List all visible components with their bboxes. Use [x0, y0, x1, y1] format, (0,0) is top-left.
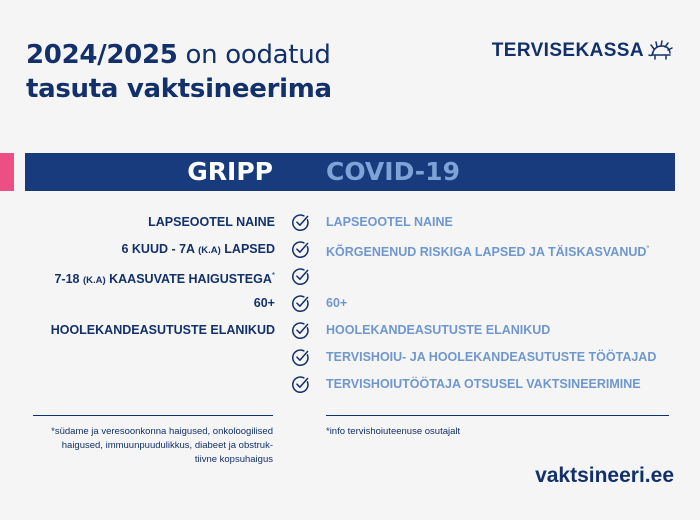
- footnote-divider-right: [326, 415, 669, 416]
- covid-item: TERVISHOIUTÖÖTAJA OTSUSEL VAKTSINEERIMINE: [326, 377, 641, 391]
- list-row: [0, 290, 700, 316]
- gripp-item: LAPSEOOTEL NAINE: [148, 215, 275, 229]
- header-bar: [25, 153, 675, 191]
- check-circle-icon: [291, 267, 310, 286]
- check-circle-icon: [291, 213, 310, 232]
- accent-stripe: [0, 153, 14, 191]
- check-circle-icon: [291, 348, 310, 367]
- covid-item: HOOLEKANDEASUTUSTE ELANIKUD: [326, 323, 551, 337]
- footnote-divider-left: [33, 415, 273, 416]
- gripp-item: 7-18 (K.A) KAASUVATE HAIGUSTEGA*: [54, 271, 275, 287]
- title-line2: tasuta vaktsineerima: [26, 74, 332, 104]
- check-circle-icon: [291, 321, 310, 340]
- header-covid: COVID-19: [326, 157, 460, 186]
- list-row: [0, 317, 700, 343]
- check-circle-icon: [291, 240, 310, 259]
- gripp-item: 6 KUUD - 7A (K.A) LAPSED: [121, 242, 275, 256]
- gripp-item: HOOLEKANDEASUTUSTE ELANIKUD: [50, 323, 275, 337]
- hedgehog-icon: [648, 40, 674, 62]
- header-gripp: GRIPP: [187, 157, 273, 186]
- list-row: [0, 263, 700, 289]
- list-row: [0, 344, 700, 370]
- list-row: [0, 236, 700, 262]
- covid-item: 60+: [326, 296, 348, 310]
- list-row: [0, 209, 700, 235]
- covid-item: KÕRGENENUD RISKIGA LAPSED JA TÄISKASVANUD*: [326, 244, 650, 260]
- website-link[interactable]: vaktsineeri.ee: [535, 464, 674, 487]
- covid-item: LAPSEOOTEL NAINE: [326, 215, 453, 229]
- title-year: 2024/2025: [26, 40, 178, 70]
- page-title: [26, 38, 332, 106]
- footnote-left: *südame ja veresoonkonna haigused, onkoloogilised haigused, immuunpuudulikkus, diabeet ja obstruk- tiivne kopsuhaigus: [51, 426, 273, 465]
- title-line1-rest: on oodatud: [177, 40, 331, 70]
- logo-text: TERVISEKASSA: [491, 40, 644, 61]
- list-row: [0, 371, 700, 397]
- check-circle-icon: [291, 375, 310, 394]
- gripp-item: 60+: [253, 296, 275, 310]
- check-circle-icon: [291, 294, 310, 313]
- footnote-right: *info tervishoiuteenuse osutajalt: [326, 426, 461, 437]
- tervisekassa-logo: [492, 40, 674, 62]
- covid-item: TERVISHOIU- JA HOOLEKANDEASUTUSTE TÖÖTAJAD: [326, 350, 657, 364]
